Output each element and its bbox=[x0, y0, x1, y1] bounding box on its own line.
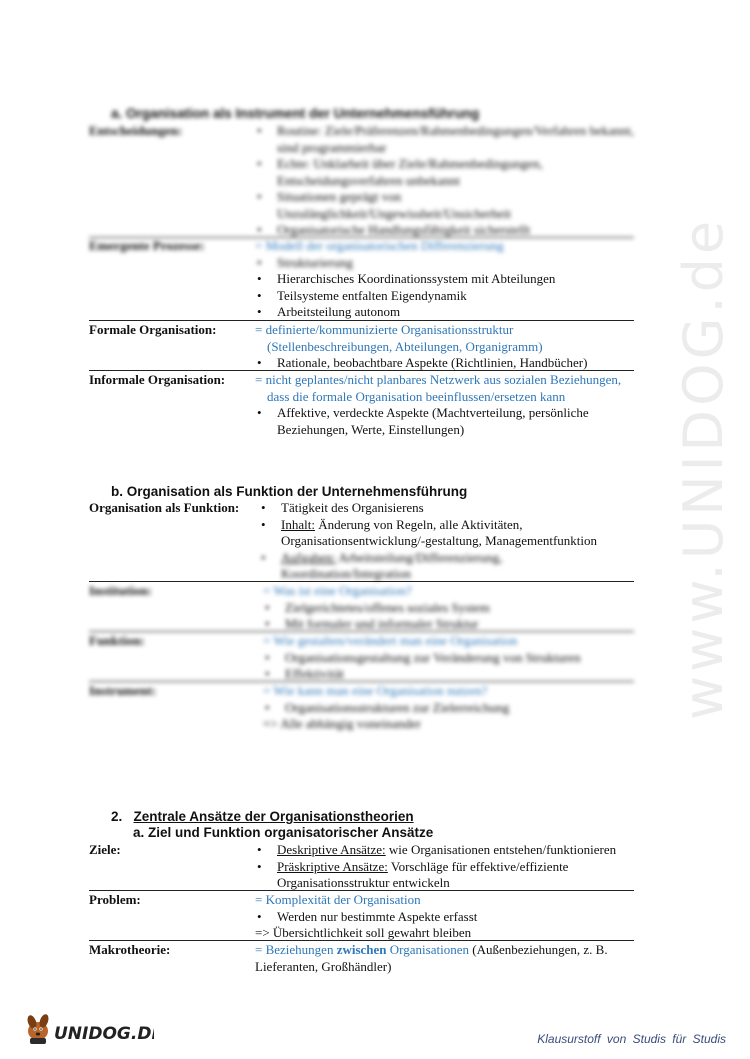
definition-text: = Beziehungen bbox=[255, 942, 337, 957]
row-label: Institution: bbox=[89, 583, 152, 598]
list-item: • Organisatorische Handlungsfähigkeit sicherstellt bbox=[255, 222, 635, 239]
item-prefix: Deskriptive Ansätze: bbox=[277, 842, 386, 857]
item-text: Arbeitsteilung/Differenzierung, Koordination/Integration bbox=[281, 549, 503, 581]
row-instrument bbox=[89, 683, 634, 733]
logo-text: UNIDOG.DE bbox=[54, 1024, 154, 1044]
dog-icon bbox=[26, 1013, 50, 1044]
list-item: • Arbeitsteilung autonom bbox=[255, 304, 635, 321]
row-informale-organisation bbox=[89, 372, 634, 438]
definition-text: = nicht geplantes/nicht planbares Netzwerk aus sozialen Beziehungen, bbox=[255, 372, 622, 387]
list-item: • Organisationsstrukturen zur Zielerreichung bbox=[263, 700, 643, 717]
row-label: Informale Organisation: bbox=[89, 372, 226, 387]
row-label: Organisation als Funktion: bbox=[89, 500, 240, 515]
row-makrotheorie bbox=[89, 942, 634, 976]
row-institution bbox=[89, 583, 634, 632]
note-text: => Alle abhängig voneinander bbox=[263, 716, 421, 731]
unidog-logo bbox=[24, 1010, 154, 1046]
row-label: Funktion: bbox=[89, 633, 145, 648]
note-text: => Übersichtlichkeit soll gewahrt bleiben bbox=[255, 925, 472, 940]
definition-text: = Modell der organisatorischen Differenzierung bbox=[255, 238, 504, 253]
row-ziele bbox=[89, 842, 634, 891]
list-item: • Effektivität bbox=[263, 666, 643, 683]
item-text: Änderung von Regeln, alle Aktivitäten, Organisationsentwicklung/-gestaltung, Managementfunktion bbox=[281, 516, 598, 548]
list-item bbox=[255, 859, 635, 892]
definition-text-continued: dass die formale Organisation beeinflussen/ersetzen kann bbox=[267, 388, 566, 404]
list-item bbox=[259, 550, 635, 583]
list-item: • Affektive, verdeckte Aspekte (Machtverteilung, persönliche Beziehungen, Werte, Einstellungen) bbox=[255, 405, 635, 438]
definition-text: = definierte/kommunizierte Organisationsstruktur bbox=[255, 322, 514, 337]
row-label: Ziele: bbox=[89, 842, 121, 857]
list-item: • Routine: Ziele/Präferenzen/Rahmenbedingungen/Verfahren bekannt, sind programmierbar bbox=[255, 123, 635, 156]
definition-detail-continued: Lieferanten, Großhändler) bbox=[255, 958, 392, 974]
row-label: Entscheidungen: bbox=[89, 123, 183, 138]
definition-text: = Wie gestalten/verändert man eine Organisation bbox=[263, 633, 518, 648]
definition-text-continued: (Stellenbeschreibungen, Abteilungen, Organigramm) bbox=[267, 338, 543, 354]
list-item: • Organisationsgestaltung zur Veränderung von Strukturen bbox=[263, 650, 643, 667]
definition-detail: (Außenbeziehungen, z. B. bbox=[468, 942, 608, 957]
section-2-number: 2. bbox=[111, 809, 134, 824]
row-label: Instrument: bbox=[89, 683, 157, 698]
definition-text: = Komplexität der Organisation bbox=[255, 892, 421, 907]
item-prefix: Aufgaben: bbox=[281, 549, 336, 565]
list-item: • Hierarchisches Koordinationssystem mit Abteilungen bbox=[255, 271, 635, 288]
row-label: Makrotheorie: bbox=[89, 942, 171, 957]
list-item bbox=[255, 842, 635, 859]
section-a-heading: a. Organisation als Instrument der Unternehmensführung bbox=[111, 106, 480, 121]
row-formale-organisation bbox=[89, 322, 634, 371]
row-label: Formale Organisation: bbox=[89, 322, 217, 337]
section-2-heading bbox=[111, 809, 414, 826]
list-item: • Strukturierung bbox=[255, 255, 635, 272]
row-organisation-als-funktion bbox=[89, 500, 634, 582]
row-label: Problem: bbox=[89, 892, 141, 907]
list-item: • Rationale, beobachtbare Aspekte (Richtlinien, Handbücher) bbox=[255, 355, 635, 372]
definition-text: = Wie kann man eine Organisation nutzen? bbox=[263, 683, 488, 698]
item-prefix: Präskriptive Ansätze: bbox=[277, 858, 388, 874]
section-2-title: Zentrale Ansätze der Organisationstheorien bbox=[133, 809, 414, 824]
definition-emphasis: zwischen bbox=[336, 942, 387, 957]
section-b-heading: b. Organisation als Funktion der Unternehmensführung bbox=[111, 484, 468, 499]
footer-tagline: Klausurstoff von Studis für Studis bbox=[537, 1032, 726, 1046]
section-2a-heading: a. Ziel und Funktion organisatorischer Ansätze bbox=[133, 825, 434, 840]
list-item bbox=[259, 517, 635, 550]
list-item: • Mit formaler und informaler Struktur bbox=[263, 616, 643, 633]
definition-text: Organisationen bbox=[386, 942, 469, 957]
definition-line bbox=[255, 942, 635, 959]
item-prefix: Inhalt: bbox=[281, 516, 315, 532]
list-item: • Situationen geprägt von Unzulänglichkeit/Ungewissheit/Unsicherheit bbox=[255, 189, 635, 222]
row-funktion bbox=[89, 633, 634, 682]
row-entscheidungen bbox=[89, 123, 634, 238]
watermark-text: www.UNIDOG.de bbox=[672, 216, 735, 720]
item-text: wie Organisationen entstehen/funktionieren bbox=[385, 842, 617, 857]
definition-text: = Was ist eine Organisation? bbox=[263, 583, 412, 598]
row-problem bbox=[89, 892, 634, 941]
item-text: Vorschläge für effektive/effiziente Organisationsstruktur entwickeln bbox=[277, 858, 569, 890]
row-emergente-prozesse bbox=[89, 238, 634, 321]
row-label: Emergente Prozesse: bbox=[89, 238, 205, 253]
list-item: • Echte: Unklarheit über Ziele/Rahmenbedingungen, Entscheidungsverfahren unbekannt bbox=[255, 156, 635, 189]
list-item: • Tätigkeit des Organisierens bbox=[259, 500, 635, 517]
list-item: • Werden nur bestimmte Aspekte erfasst bbox=[255, 909, 635, 926]
list-item: • Teilsysteme entfalten Eigendynamik bbox=[255, 288, 635, 305]
list-item: • Zielgerichtetes/offenes soziales System bbox=[263, 600, 643, 617]
